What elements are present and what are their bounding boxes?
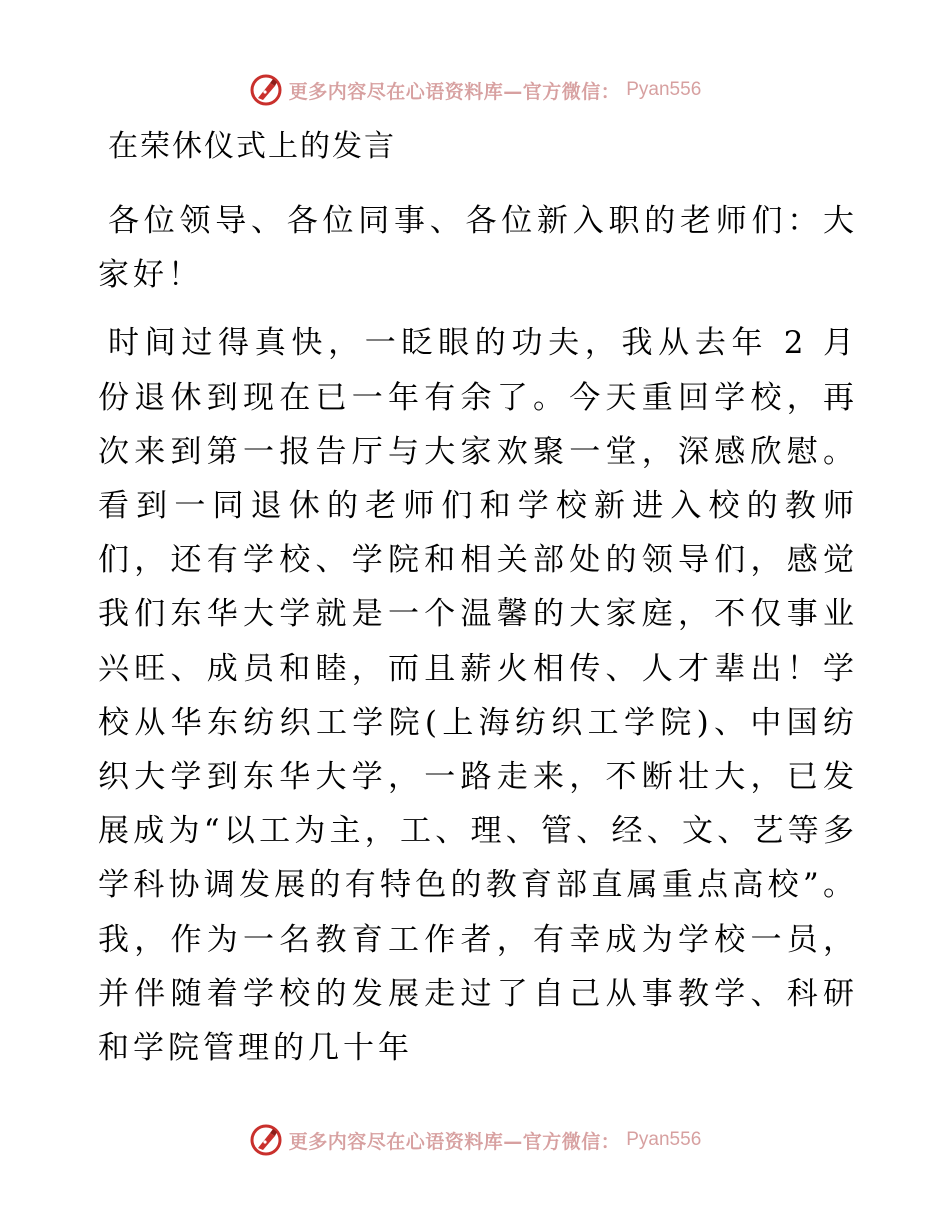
pen-nib-icon [249, 73, 283, 107]
watermark-handle: Pyan556 [626, 1129, 702, 1150]
watermark-handle: Pyan556 [626, 79, 702, 100]
document-title: 在荣休仪式上的发言 [108, 129, 396, 164]
watermark-text: 更多内容尽在心语资料库—官方微信： [288, 1130, 621, 1153]
watermark-banner-bottom [0, 1120, 950, 1160]
document-body [98, 122, 858, 1075]
pen-nib-icon [249, 1123, 283, 1157]
greeting-paragraph: 各位领导、各位同事、各位新入职的老师们：大家好！ [98, 203, 858, 294]
watermark-text: 更多内容尽在心语资料库—官方微信： [288, 80, 621, 103]
body-paragraph: 时间过得真快，一眨眼的功夫，我从去年 2 月份退休到现在已一年有余了。今天重回学校，再次来到第一报告厅与大家欢聚一堂，深感欣慰。看到一同退休的老师们和学校新进入校的教师们，还有学校、学院和相关部处的领导们，感觉我们东华大学就是一个温馨的大家庭，不仅事业兴旺、成员和睦，而且薪火相传、人才辈出！学校从华东纺织工学院(上海纺织工学院)、中国纺织大学到东华大学，一路走来，不断壮大，已发展成为“以工为主，工、理、管、经、文、艺等多学科协调发展的有特色的教育部直属重点高校”。我，作为一名教育工作者，有幸成为学校一员，并伴随着学校的发展走过了自己从事教学、科研和学院管理的几十年 [98, 325, 858, 1067]
watermark-banner-top [0, 70, 950, 110]
